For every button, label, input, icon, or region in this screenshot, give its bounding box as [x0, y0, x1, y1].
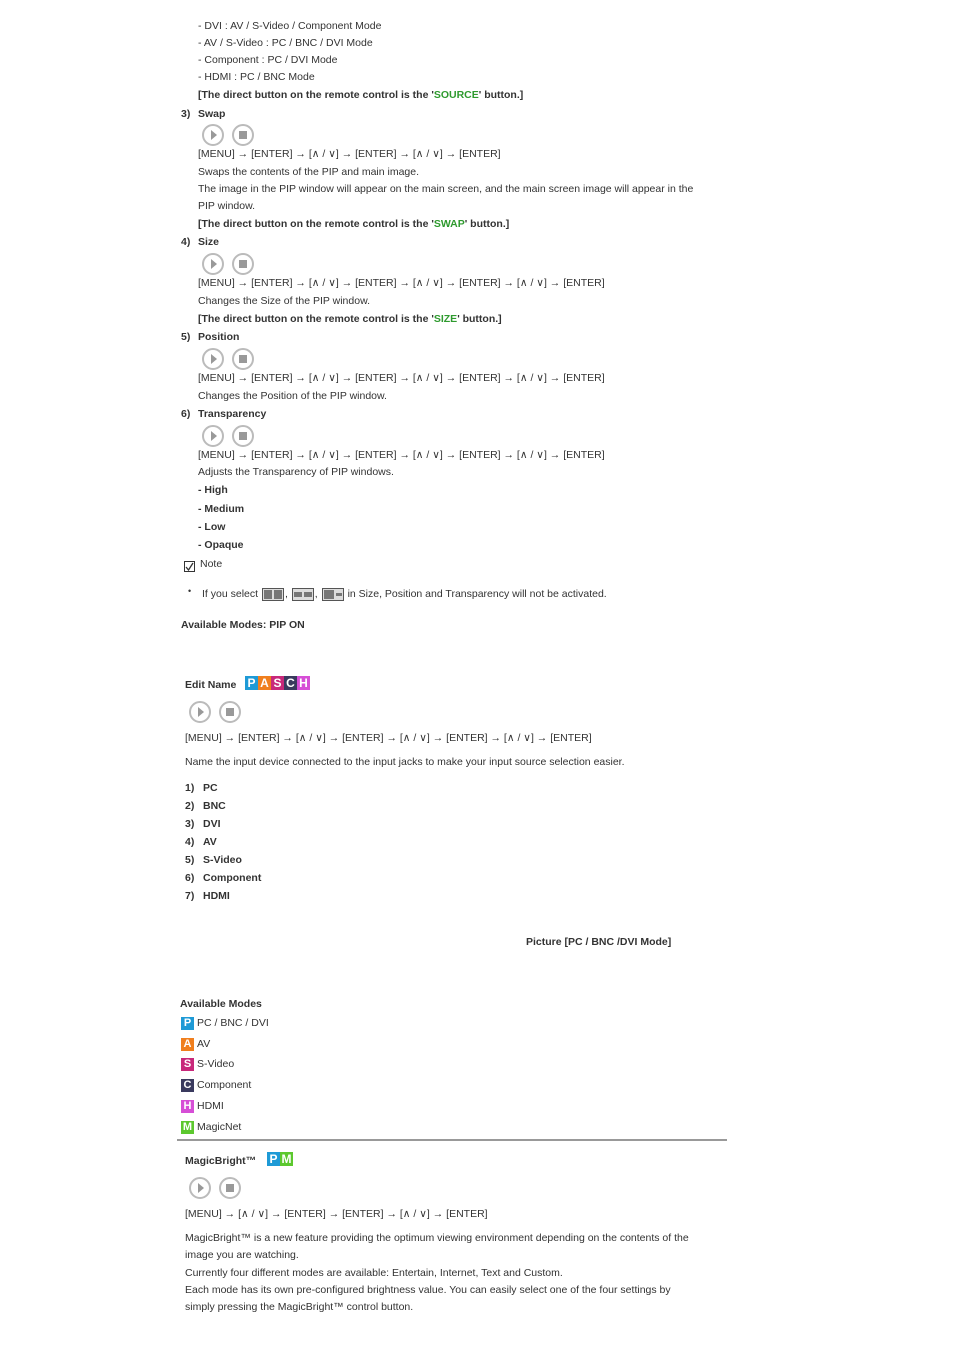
- mode-badge-m: M: [281, 1152, 292, 1166]
- size-number: 4): [181, 236, 191, 248]
- edit-name-menu-path: [MENU] → [ENTER] → [∧ / ∨] → [ENTER] → [∧ / ∨] → [ENTER] → [∧ / ∨] → [ENTER]: [185, 732, 592, 744]
- mode-badge-s: S: [271, 676, 284, 690]
- play-stop-icon: [201, 124, 261, 146]
- section-divider: [177, 1139, 727, 1141]
- mode-badge-m: M: [182, 1120, 193, 1133]
- size-menu-path: [MENU] → [ENTER] → [∧ / ∨] → [ENTER] → [∧ / ∨] → [ENTER] → [∧ / ∨] → [ENTER]: [198, 277, 605, 289]
- picture-heading: Picture [PC / BNC /DVI Mode]: [526, 936, 672, 948]
- position-title: Position: [198, 331, 240, 343]
- size-title: Size: [198, 236, 220, 248]
- mode-row-component: [181, 1077, 251, 1093]
- mode-badge-p: P: [245, 676, 258, 690]
- pip-split-icon: [322, 588, 344, 601]
- mode-badge-p: P: [181, 1017, 194, 1030]
- edit-name-desc: Name the input device connected to the input jacks to make your input source selection easier.: [185, 756, 625, 768]
- magicbright-desc: MagicBright™ is a new feature providing the optimum viewing environment depending on the contents of the: [185, 1232, 689, 1244]
- magicbright-menu-path: [MENU] → [∧ / ∨] → [ENTER] → [ENTER] → [∧ / ∨] → [ENTER]: [185, 1208, 488, 1220]
- swap-number: 3): [181, 108, 191, 120]
- play-stop-icon: [201, 348, 261, 370]
- position-menu-path: [MENU] → [ENTER] → [∧ / ∨] → [ENTER] → [∧ / ∨] → [ENTER] → [∧ / ∨] → [ENTER]: [198, 372, 605, 384]
- check-icon: [184, 561, 195, 572]
- mode-label: PC / BNC / DVI: [197, 1017, 269, 1029]
- list-item-number: 5): [185, 854, 195, 866]
- transparency-option: - Medium: [198, 503, 245, 515]
- magicbright-title: MagicBright™: [185, 1155, 257, 1167]
- mode-badge-a: A: [181, 1038, 194, 1051]
- size-direct-button-note: [The direct button on the remote control is the 'SIZE' button.]: [198, 313, 502, 325]
- swap-desc: The image in the PIP window will appear on the main screen, and the main screen image will appear in the: [198, 183, 694, 195]
- edit-name-mode-badges: [245, 676, 310, 690]
- list-item: AV: [203, 836, 217, 848]
- pip-double-icon: [262, 588, 284, 601]
- swap-direct-button-note: [The direct button on the remote control is the 'SWAP' button.]: [198, 218, 510, 230]
- mode-row-av: [181, 1036, 210, 1052]
- list-item-number: 3): [185, 818, 195, 830]
- swap-menu-path: [MENU] → [ENTER] → [∧ / ∨] → [ENTER] → [∧ / ∨] → [ENTER]: [198, 148, 501, 160]
- position-number: 5): [181, 331, 191, 343]
- magicbright-desc: simply pressing the MagicBright™ control button.: [185, 1301, 414, 1313]
- edit-name-title: Edit Name: [185, 679, 237, 691]
- size-desc: Changes the Size of the PIP window.: [198, 295, 370, 307]
- mode-label: Component: [197, 1079, 252, 1091]
- list-item-number: 4): [185, 836, 195, 848]
- pip-mode-line: - Component : PC / DVI Mode: [198, 54, 338, 66]
- mode-badge-h: H: [297, 676, 310, 690]
- mode-badge-h: H: [181, 1100, 194, 1113]
- list-item: DVI: [203, 818, 221, 830]
- swap-play-stop-icons: [201, 124, 261, 146]
- magicbright-desc: image you are watching.: [185, 1249, 299, 1261]
- play-stop-icon: [188, 701, 248, 723]
- transparency-menu-path: [MENU] → [ENTER] → [∧ / ∨] → [ENTER] → [∧ / ∨] → [ENTER] → [∧ / ∨] → [ENTER]: [198, 449, 605, 461]
- mode-row-magicnet: [181, 1119, 241, 1135]
- list-item-number: 2): [185, 800, 195, 812]
- pip-mode-line: - DVI : AV / S-Video / Component Mode: [198, 20, 382, 32]
- source-direct-button-note: [The direct button on the remote control is the 'SOURCE' button.]: [198, 89, 524, 101]
- list-item-number: 1): [185, 782, 195, 794]
- available-modes-pip-on: Available Modes: PIP ON: [181, 619, 305, 631]
- pip-mode-line: - HDMI : PC / BNC Mode: [198, 71, 315, 83]
- mode-badge-s: S: [181, 1058, 194, 1071]
- swap-desc: PIP window.: [198, 200, 256, 212]
- edit-name-play-stop-icons: [188, 701, 248, 723]
- swap-title: Swap: [198, 108, 226, 120]
- transparency-option: - High: [198, 484, 228, 496]
- position-desc: Changes the Position of the PIP window.: [198, 390, 387, 402]
- mode-badge-p: P: [267, 1152, 280, 1166]
- available-modes-title: Available Modes: [180, 998, 262, 1010]
- bullet-icon: •: [188, 586, 192, 596]
- list-item: Component: [203, 872, 262, 884]
- play-stop-icon: [201, 425, 261, 447]
- pip-double-small-icon: [292, 588, 314, 601]
- mode-label: S-Video: [197, 1058, 235, 1070]
- play-stop-icon: [188, 1177, 248, 1199]
- transparency-option: - Opaque: [198, 539, 244, 551]
- mode-row-svideo: [181, 1056, 234, 1072]
- transparency-title: Transparency: [198, 408, 267, 420]
- magicbright-desc: Currently four different modes are available: Entertain, Internet, Text and Custom.: [185, 1267, 563, 1279]
- mode-label: HDMI: [197, 1100, 224, 1112]
- note-text: If you select , , in Size, Position and Transparency will not be activated.: [202, 588, 607, 600]
- play-stop-icon: [201, 253, 261, 275]
- note-label: Note: [200, 558, 223, 570]
- mode-badge-c: C: [181, 1079, 194, 1092]
- magicbright-desc: Each mode has its own pre-configured brightness value. You can easily select one of the four settings by: [185, 1284, 671, 1296]
- transparency-number: 6): [181, 408, 191, 420]
- transparency-play-stop-icons: [201, 425, 261, 447]
- size-play-stop-icons: [201, 253, 261, 275]
- swap-desc: Swaps the contents of the PIP and main image.: [198, 166, 420, 178]
- list-item-number: 7): [185, 890, 195, 902]
- magicbright-play-stop-icons: [188, 1177, 248, 1199]
- position-play-stop-icons: [201, 348, 261, 370]
- mode-badge-a: A: [258, 676, 271, 690]
- magicbright-mode-badges: [267, 1152, 293, 1166]
- mode-label: AV: [197, 1038, 211, 1050]
- list-item-number: 6): [185, 872, 195, 884]
- list-item: BNC: [203, 800, 226, 812]
- transparency-option: - Low: [198, 521, 226, 533]
- mode-row-hdmi: [181, 1098, 224, 1114]
- list-item: PC: [203, 782, 218, 794]
- pip-mode-line: - AV / S-Video : PC / BNC / DVI Mode: [198, 37, 373, 49]
- mode-badge-c: C: [284, 676, 297, 690]
- mode-label: MagicNet: [197, 1121, 242, 1133]
- list-item: S-Video: [203, 854, 242, 866]
- transparency-desc: Adjusts the Transparency of PIP windows.: [198, 466, 394, 478]
- mode-row-pc: [181, 1015, 269, 1031]
- list-item: HDMI: [203, 890, 230, 902]
